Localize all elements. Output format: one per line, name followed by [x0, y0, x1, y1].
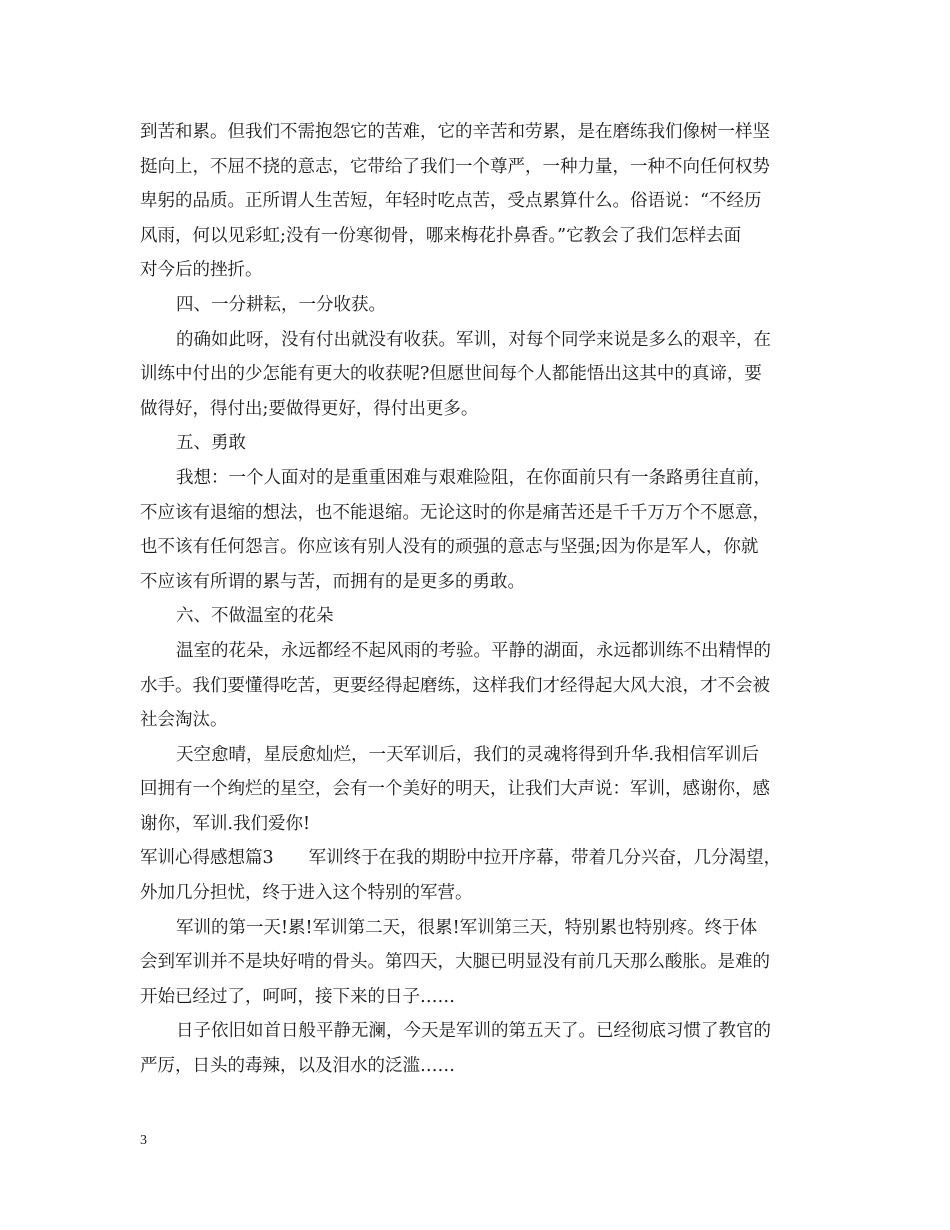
document-body: [140, 115, 820, 1084]
text-line: 四、一分耕耘，一分收获。: [176, 294, 386, 315]
text-line: 做得好，得付出;要做得更好，得付出更多。: [140, 398, 479, 419]
text-line: 五、勇敢: [176, 433, 246, 454]
text-line: 训练中付出的少怎能有更大的收获呢?但愿世间每个人都能悟出这其中的真谛，要: [140, 364, 762, 385]
text-line: 军训的第一天!累!军训第二天，很累!军训第三天，特别累也特别疼。终于体: [176, 917, 758, 938]
text-line: 挺向上，不屈不挠的意志，它带给了我们一个尊严，一种力量，一种不向任何权势: [140, 156, 770, 177]
text-line: 回拥有一个绚烂的星空，会有一个美好的明天，让我们大声说：军训，感谢你，感: [140, 779, 770, 800]
text-line: 风雨，何以见彩虹;没有一份寒彻骨，哪来梅花扑鼻香。”它教会了我们怎样去面: [140, 225, 742, 246]
text-line: 社会淘汰。: [140, 710, 228, 731]
text-line: 温室的花朵，永远都经不起风雨的考验。平静的湖面，永远都训练不出精悍的: [176, 640, 771, 661]
text-line: 对今后的挫折。: [140, 260, 263, 281]
text-line: 卑躬的品质。正所谓人生苦短，年轻时吃点苦，受点累算什么。俗语说：“不经历: [140, 191, 762, 212]
text-line: 的确如此呀，没有付出就没有收获。军训，对每个同学来说是多么的艰辛，在: [176, 329, 771, 350]
page-number: 3: [140, 1133, 147, 1148]
text-line: 六、不做温室的花朵: [176, 606, 334, 627]
text-line: 外加几分担忧，终于进入这个特别的军营。: [140, 883, 473, 904]
text-line: 会到军训并不是块好啃的骨头。第四天，大腿已明显没有前几天那么酸胀。是难的: [140, 952, 770, 973]
text-line: 我想：一个人面对的是重重困难与艰难险阻，在你面前只有一条路勇往直前，: [176, 467, 771, 488]
text-line: 水手。我们要懂得吃苦，更要经得起磨练，这样我们才经得起大风大浪，才不会被: [140, 675, 770, 696]
text-line: 到苦和累。但我们不需抱怨它的苦难，它的辛苦和劳累，是在磨练我们像树一样坚: [140, 122, 770, 142]
text-line: 不应该有退缩的想法，也不能退缩。无论这时的你是痛苦还是千千万万个不愿意，: [140, 502, 770, 523]
text-line: 天空愈晴，星辰愈灿烂，一天军训后，我们的灵魂将得到升华.我相信军训后: [176, 744, 760, 765]
text-line: 开始已经过了，呵呵，接下来的日子……: [140, 986, 455, 1007]
text-line: 不应该有所谓的累与苦，而拥有的是更多的勇敢。: [140, 571, 525, 592]
text-line: 也不该有任何怨言。你应该有别人没有的顽强的意志与坚强;因为你是军人，你就: [140, 537, 759, 558]
text-line: 严厉，日头的毒辣，以及泪水的泛滥……: [140, 1056, 455, 1077]
text-line: 军训心得感想篇3 军训终于在我的期盼中拉开序幕，带着几分兴奋，几分渴望，: [140, 848, 782, 869]
text-line: 谢你，军训.我们爱你!: [140, 813, 311, 834]
text-line: 日子依旧如首日般平静无澜，今天是军训的第五天了。已经彻底习惯了教官的: [176, 1021, 771, 1042]
